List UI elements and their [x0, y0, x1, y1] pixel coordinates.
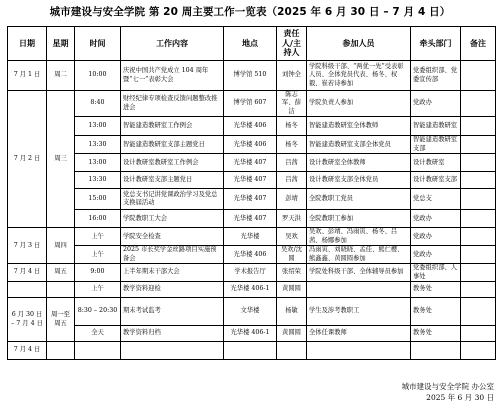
- cell-participants: [307, 282, 411, 298]
- cell-note: [461, 282, 496, 298]
- cell-dept: 教务处: [411, 298, 461, 326]
- schedule-body: [8, 61, 496, 360]
- cell-location: 光华楼 407: [224, 210, 277, 228]
- cell-date: 7 月 3 日: [8, 228, 47, 264]
- header-participants: 参加人员: [307, 27, 411, 61]
- cell-dept: 设计教研室支部: [411, 172, 461, 189]
- cell-participants: 学院处科级干部、全体辅导员参加: [307, 264, 411, 282]
- cell-content: 财经纪律专项检查反馈问题整改推进会: [121, 91, 224, 117]
- schedule-table: [7, 26, 496, 360]
- table-row: [8, 326, 496, 342]
- cell-weekday: 周二: [47, 61, 75, 91]
- cell-person: 陈志军、薛洁: [277, 91, 307, 117]
- header-weekday: 星期: [47, 27, 75, 61]
- cell-person: 杨冬: [277, 117, 307, 136]
- cell-weekday: 周五: [47, 264, 75, 282]
- cell-person: 刘钟全: [277, 61, 307, 91]
- cell-participants: 学生及涉考教职工: [307, 298, 411, 326]
- footer: [402, 381, 494, 403]
- cell-note: [461, 298, 496, 326]
- cell-location: 光华楼 407: [224, 172, 277, 189]
- cell-participants: 智能建造教研室全体教师: [307, 117, 411, 136]
- table-row: [8, 91, 496, 117]
- cell-time: 上午: [75, 228, 121, 246]
- cell-participants: 冯雨寅、刘晓晓、孟佳、熊仁樱、熊鑫鑫、黄圆圆参加: [307, 246, 411, 264]
- cell-location: 光华楼 406: [224, 117, 277, 136]
- cell-dept: 智能建造教研室: [411, 117, 461, 136]
- cell-content: 教学资料迎检: [121, 282, 224, 298]
- cell-dept: 教务处: [411, 326, 461, 342]
- cell-note: [461, 326, 496, 342]
- page-title: 城市建设与安全学院 第 20 周主要工作一览表（2025 年 6 月 30 日 – 7 月 4 日）: [49, 6, 451, 18]
- footer-date: 2025 年 6 月 30 日: [426, 393, 494, 402]
- header-row: [8, 27, 496, 61]
- header-date: 日期: [8, 27, 47, 61]
- table-row: [8, 136, 496, 154]
- cell-person: 吴欢/沈圆: [277, 246, 307, 264]
- cell-location: 光华楼 407: [224, 189, 277, 210]
- cell-date: 7 月 4 日: [8, 264, 47, 282]
- cell-time: 全天: [75, 326, 121, 342]
- cell-participants: 设计教研室全体教师: [307, 154, 411, 172]
- cell-time: 13:30: [75, 172, 121, 189]
- header-content: 工作内容: [121, 27, 224, 61]
- cell-content: 学院教职工大会: [121, 210, 224, 228]
- cell-participants: 设计教研室支部全体党员: [307, 172, 411, 189]
- cell-note: [461, 228, 496, 246]
- cell-dept: 设计教研室: [411, 154, 461, 172]
- cell-note: [461, 61, 496, 91]
- cell-participants: 全院教职工参加: [307, 210, 411, 228]
- cell-date: 7 月 4 日: [8, 342, 47, 360]
- cell-person: 吴欢: [277, 228, 307, 246]
- cell-dept: 党政办: [411, 246, 461, 264]
- cell-time: 上午: [75, 246, 121, 264]
- cell-participants: 吴欢、彭靖、冯雨寅、杨冬、吕茜、杨娜参加: [307, 228, 411, 246]
- cell-location: 博学馆 607: [224, 91, 277, 117]
- cell-person: [277, 342, 307, 360]
- cell-weekday: 周四: [47, 228, 75, 264]
- cell-note: [461, 154, 496, 172]
- cell-participants: 学院负责人参加: [307, 91, 411, 117]
- cell-location: 光华楼 406: [224, 136, 277, 154]
- cell-dept: 教务处: [411, 282, 461, 298]
- cell-dept: 党总支: [411, 189, 461, 210]
- cell-content: 上半年期末干部大会: [121, 264, 224, 282]
- cell-content: 设计教研室教研室工作例会: [121, 154, 224, 172]
- cell-location: 光华楼 406-1: [224, 326, 277, 342]
- cell-time: 8:30 – 20:30: [75, 298, 121, 326]
- cell-person: 杨冬: [277, 136, 307, 154]
- cell-location: 光华楼: [224, 228, 277, 246]
- cell-note: [461, 246, 496, 264]
- cell-content: [121, 342, 224, 360]
- table-row: [8, 210, 496, 228]
- cell-date: 7 月 2 日: [8, 91, 47, 228]
- table-row: [8, 246, 496, 264]
- header-dept: 牵头部门: [411, 27, 461, 61]
- table-row: [8, 264, 496, 282]
- cell-location: 光华楼 406-1: [224, 282, 277, 298]
- cell-time: 9:00: [75, 264, 121, 282]
- cell-content: 智能建造教研室工作例会: [121, 117, 224, 136]
- cell-dept: 党政办: [411, 91, 461, 117]
- cell-note: [461, 136, 496, 154]
- cell-note: [461, 210, 496, 228]
- table-row: [8, 61, 496, 91]
- cell-note: [461, 189, 496, 210]
- cell-dept: 党委组织部、党委宣传部: [411, 61, 461, 91]
- cell-participants: [307, 342, 411, 360]
- cell-content: 学院安全检查: [121, 228, 224, 246]
- cell-time: 13:00: [75, 154, 121, 172]
- footer-org: 城市建设与安全学院 办公室: [401, 382, 494, 391]
- table-row: [8, 172, 496, 189]
- table-row: [8, 342, 496, 360]
- table-row: [8, 282, 496, 298]
- header-person: 责任人/主持人: [277, 27, 307, 61]
- header-location: 地点: [224, 27, 277, 61]
- cell-content: 设计教研室支部主题党日: [121, 172, 224, 189]
- table-row: [8, 154, 496, 172]
- cell-location: 文华楼: [224, 298, 277, 326]
- cell-person: 彭靖: [277, 189, 307, 210]
- cell-person: 吕茜: [277, 154, 307, 172]
- cell-time: 上午: [75, 282, 121, 298]
- cell-time: [75, 342, 121, 360]
- cell-participants: 全体任课教师: [307, 326, 411, 342]
- cell-location: 学术报告厅: [224, 264, 277, 282]
- cell-weekday: [47, 282, 75, 298]
- cell-time: 10:00: [75, 61, 121, 91]
- cell-date: [8, 282, 47, 298]
- cell-location: 光华楼 406: [224, 246, 277, 264]
- cell-person: 张绍荣: [277, 264, 307, 282]
- table-row: [8, 228, 496, 246]
- cell-note: [461, 172, 496, 189]
- cell-person: 杨敏: [277, 298, 307, 326]
- cell-person: 黄圆圆: [277, 326, 307, 342]
- cell-time: 8:40: [75, 91, 121, 117]
- cell-dept: 党政办: [411, 228, 461, 246]
- cell-time: 13:00: [75, 117, 121, 136]
- cell-person: 吕茜: [277, 172, 307, 189]
- cell-participants: 智能建造教研室支部全体党员: [307, 136, 411, 154]
- table-row: [8, 117, 496, 136]
- cell-participants: 学院科级干部、“两优一先”受表彰人员、全体党员代表、杨冬、权毅、崔若诗参加: [307, 61, 411, 91]
- header-time: 时间: [75, 27, 121, 61]
- table-row: [8, 189, 496, 210]
- cell-content: 智能建造教研室支部主题党日: [121, 136, 224, 154]
- cell-person: 黄圆圆: [277, 282, 307, 298]
- cell-weekday: [47, 342, 75, 360]
- cell-dept: [411, 342, 461, 360]
- header-note: 备注: [461, 27, 496, 61]
- cell-weekday: 周三: [47, 91, 75, 228]
- cell-time: 16:00: [75, 210, 121, 228]
- cell-dept: 党委组织部、人事处: [411, 264, 461, 282]
- cell-time: 15:00: [75, 189, 121, 210]
- cell-content: 期末考试监考: [121, 298, 224, 326]
- cell-date: 6 月 30 日 – 7 月 4 日: [8, 298, 47, 342]
- cell-date: 7 月 1 日: [8, 61, 47, 91]
- cell-person: 罗天洪: [277, 210, 307, 228]
- cell-note: [461, 91, 496, 117]
- cell-content: 党总支书记讲党课政治学习及党总支换届活动: [121, 189, 224, 210]
- cell-content: 教学资料归档: [121, 326, 224, 342]
- cell-content: 庆祝中国共产党成立 104 周年暨“七一”表彰大会: [121, 61, 224, 91]
- cell-location: 光华楼 407: [224, 154, 277, 172]
- cell-note: [461, 264, 496, 282]
- cell-content: 2025 市长奖学金丝路项目实施预备会: [121, 246, 224, 264]
- cell-dept: 智能建造教研室支部: [411, 136, 461, 154]
- cell-time: 13:30: [75, 136, 121, 154]
- cell-location: [224, 342, 277, 360]
- cell-note: [461, 342, 496, 360]
- cell-note: [461, 117, 496, 136]
- cell-location: 博学馆 510: [224, 61, 277, 91]
- cell-weekday: 周一至周五: [47, 298, 75, 342]
- table-row: [8, 298, 496, 326]
- cell-participants: 全院教职工党员: [307, 189, 411, 210]
- cell-dept: 党政办: [411, 210, 461, 228]
